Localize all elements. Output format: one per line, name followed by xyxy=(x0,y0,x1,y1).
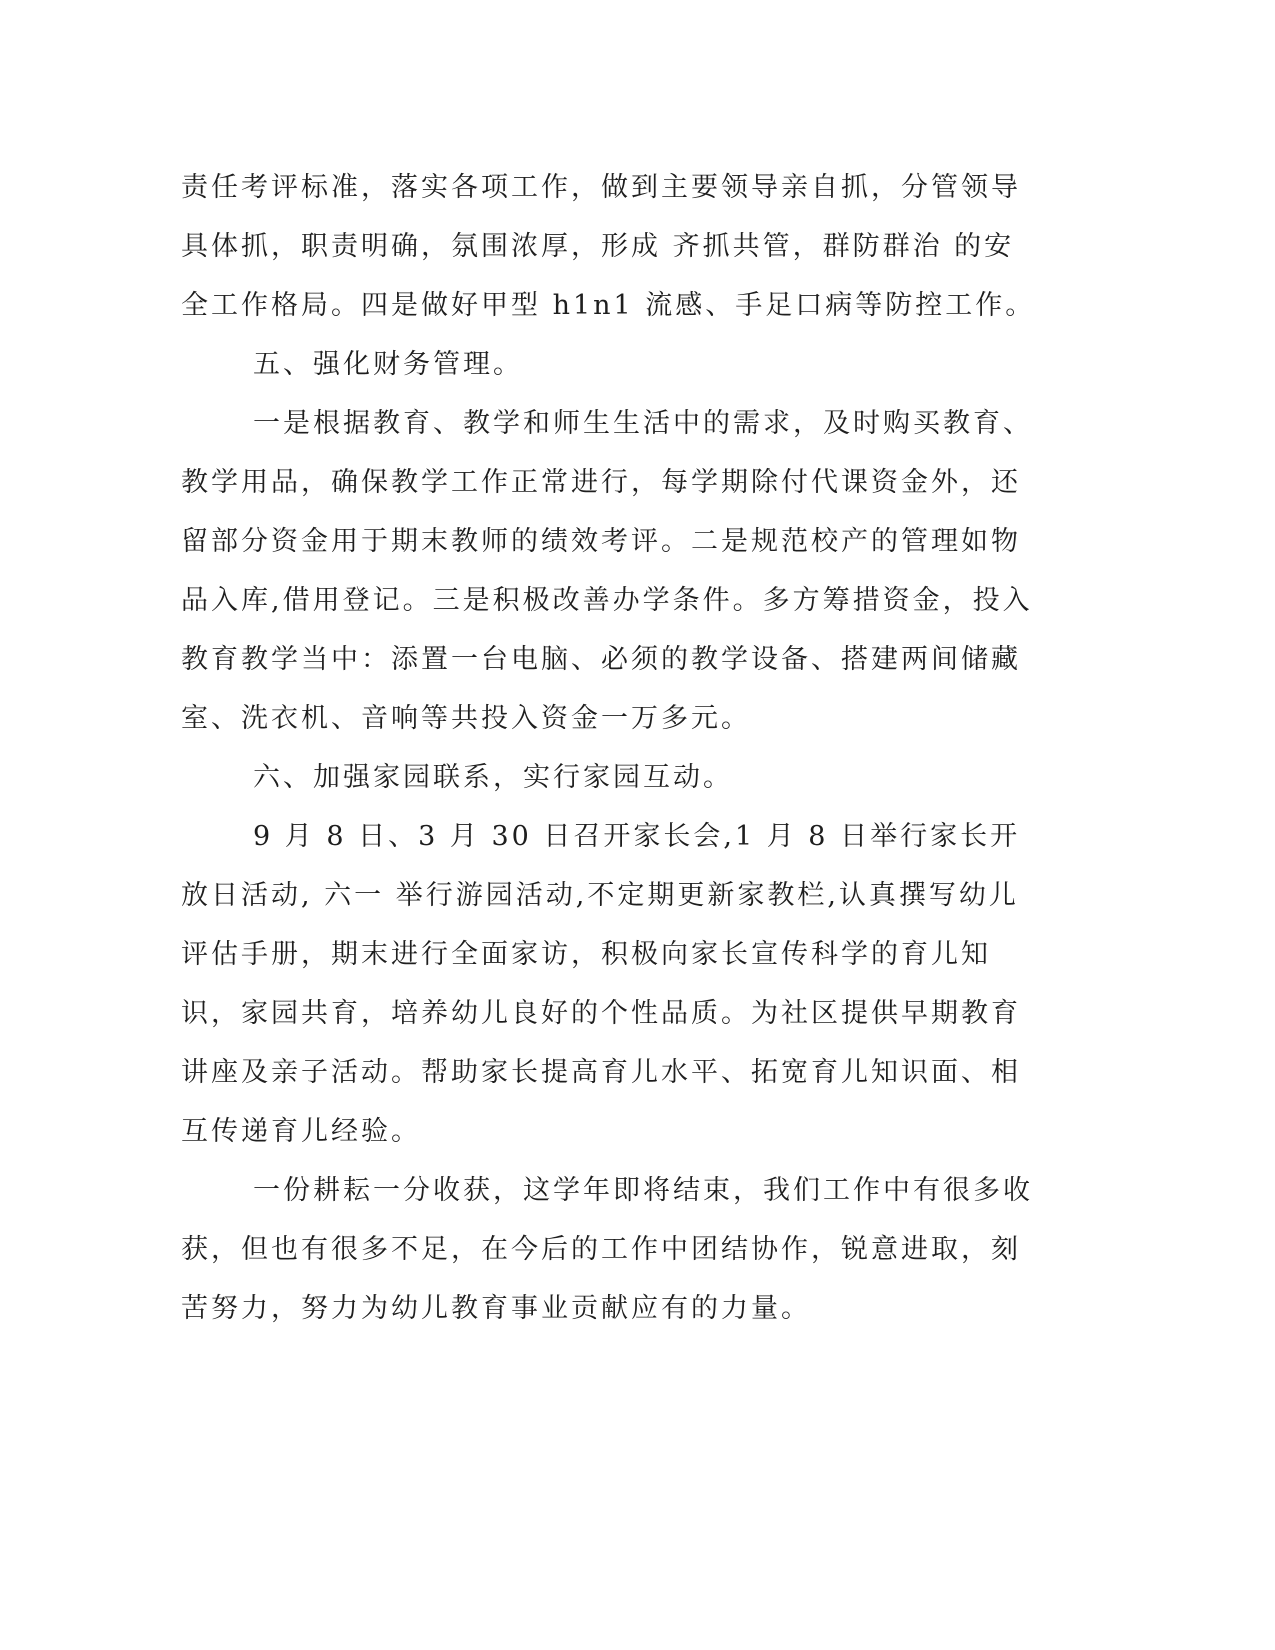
paragraph-conclusion: 一份耕耘一分收获，这学年即将结束，我们工作中有很多收获，但也有很多不足，在今后的工作中团结协作，锐意进取，刻苦努力，努力为幼儿教育事业贡献应有的力量。 xyxy=(181,1175,1033,1324)
paragraph-finance-management: 一是根据教育、教学和师生生活中的需求，及时购买教育、教学用品，确保教学工作正常进行，每学期除付代课资金外，还留部分资金用于期末教师的绩效考评。二是规范校产的管理如物品入库,借用登记。三是积极改善办学条件。多方筹措资金，投入教育教学当中：添置一台电脑、必须的教学设备、搭建两间储藏室、洗衣机、音响等共投入资金一万多元。 xyxy=(181,408,1033,734)
document-body xyxy=(181,158,1041,1338)
section-heading-finance: 五、强化财务管理。 xyxy=(253,349,523,380)
paragraph-parent-activities: 9 月 8 日、3 月 30 日召开家长会,1 月 8 日举行家长开放日活动, 六一 举行游园活动,不定期更新家教栏,认真撰写幼儿评估手册，期末进行全面家访，积极向家长宣传科学的育儿知识，家园共育，培养幼儿良好的个性品质。为社区提供早期教育讲座及亲子活动。帮助家长提高育儿水平、拓宽育儿知识面、相互传递育儿经验。 xyxy=(181,821,1021,1147)
paragraph-safety-responsibility: 责任考评标准，落实各项工作，做到主要领导亲自抓，分管领导具体抓，职责明确，氛围浓厚，形成 齐抓共管，群防群治 的安全工作格局。四是做好甲型 h1n1 流感、手足口病等防控工作。 xyxy=(181,172,1036,321)
section-heading-home-school: 六、加强家园联系，实行家园互动。 xyxy=(253,762,733,793)
